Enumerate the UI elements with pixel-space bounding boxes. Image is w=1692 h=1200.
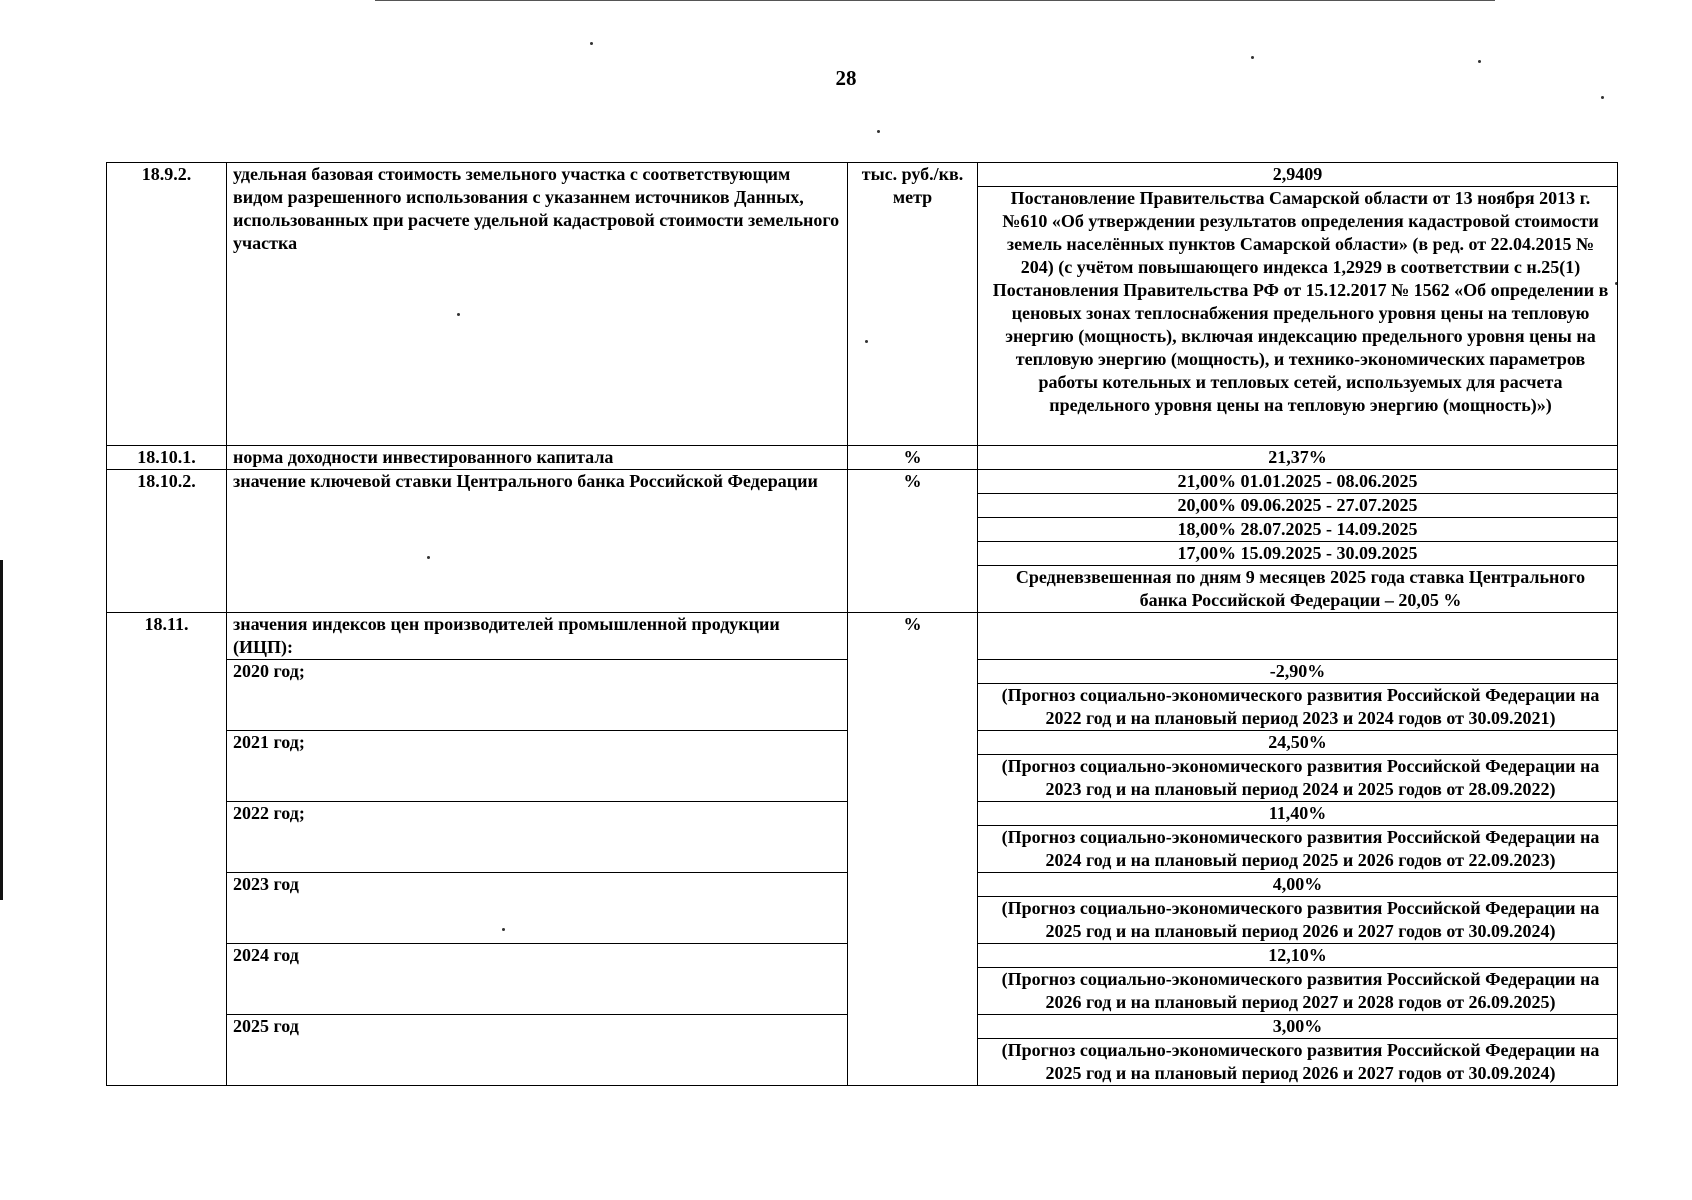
scan-speck	[1478, 60, 1481, 63]
row-value: 21,37%	[978, 446, 1618, 470]
scan-speck	[590, 42, 593, 45]
key-rate-period: 21,00% 01.01.2025 - 08.06.2025	[978, 470, 1618, 494]
row-number: 18.9.2.	[107, 163, 227, 446]
table-row	[107, 163, 1618, 187]
row-unit: %	[848, 470, 978, 613]
scan-speck	[877, 130, 880, 133]
parameters-table	[106, 162, 1618, 1086]
row-number: 18.10.1.	[107, 446, 227, 470]
row-number: 18.10.2.	[107, 470, 227, 613]
index-source: (Прогноз социально-экономического развития Российской Федерации на 2023 год и на плановый период 2024 и 2025 годов от 28.09.2022)	[978, 755, 1618, 802]
row-unit: %	[848, 446, 978, 470]
scan-speck	[1601, 96, 1604, 99]
year-label: 2020 год;	[227, 660, 848, 731]
year-label: 2021 год;	[227, 731, 848, 802]
key-rate-period: 17,00% 15.09.2025 - 30.09.2025	[978, 542, 1618, 566]
row-name: значение ключевой ставки Центрального банка Российской Федерации	[227, 470, 848, 613]
scan-top-line	[375, 0, 1495, 1]
key-rate-period: 20,00% 09.06.2025 - 27.07.2025	[978, 494, 1618, 518]
year-label: 2023 год	[227, 873, 848, 944]
index-value: 3,00%	[978, 1015, 1618, 1039]
index-source: (Прогноз социально-экономического развития Российской Федерации на 2022 год и на плановый период 2023 и 2024 годов от 30.09.2021)	[978, 684, 1618, 731]
index-value: 4,00%	[978, 873, 1618, 897]
year-label: 2025 год	[227, 1015, 848, 1086]
row-value: 2,9409	[978, 163, 1618, 187]
key-rate-average: Средневзвешенная по дням 9 месяцев 2025 года ставка Центрального банка Российской Федерации – 20,05 %	[978, 566, 1618, 613]
row-name: норма доходности инвестированного капитала	[227, 446, 848, 470]
row-source: Постановление Правительства Самарской области от 13 ноября 2013 г. №610 «Об утверждении результатов определения кадастровой стоимости земель населённых пунктов Самарской области» (в ред. от 22.04.2015 № 204) (с учётом повышающего индекса 1,2929 в соответствии с н.25(1) Постановления Правительства РФ от 15.12.2017 № 1562 «Об определении в ценовых зонах теплоснабжения предельного уровня цены на тепловую энергию (мощность), включая индексацию предельного уровня цены на тепловую энергию (мощность), и технико-экономических параметров работы котельных и тепловых сетей, используемых для расчета предельного уровня цены на тепловую энергию (мощность)»)	[978, 187, 1618, 446]
row-name: значения индексов цен производителей промышленной продукции (ИЦП):	[227, 613, 848, 660]
year-label: 2022 год;	[227, 802, 848, 873]
empty-cell	[978, 613, 1618, 660]
scan-speck	[1251, 56, 1254, 59]
table-row	[107, 613, 1618, 660]
index-source: (Прогноз социально-экономического развития Российской Федерации на 2025 год и на плановый период 2026 и 2027 годов от 30.09.2024)	[978, 897, 1618, 944]
row-unit: тыс. руб./кв. метр	[848, 163, 978, 446]
index-source: (Прогноз социально-экономического развития Российской Федерации на 2026 год и на плановый период 2027 и 2028 годов от 26.09.2025)	[978, 968, 1618, 1015]
index-value: 12,10%	[978, 944, 1618, 968]
index-value: -2,90%	[978, 660, 1618, 684]
index-source: (Прогноз социально-экономического развития Российской Федерации на 2024 год и на плановый период 2025 и 2026 годов от 22.09.2023)	[978, 826, 1618, 873]
year-label: 2024 год	[227, 944, 848, 1015]
index-value: 24,50%	[978, 731, 1618, 755]
index-value: 11,40%	[978, 802, 1618, 826]
index-source: (Прогноз социально-экономического развития Российской Федерации на 2025 год и на плановый период 2026 и 2027 годов от 30.09.2024)	[978, 1039, 1618, 1086]
row-number: 18.11.	[107, 613, 227, 1086]
page-number: 28	[835, 66, 857, 90]
row-unit: %	[848, 613, 978, 1086]
table-row	[107, 446, 1618, 470]
key-rate-period: 18,00% 28.07.2025 - 14.09.2025	[978, 518, 1618, 542]
scan-edge-mark	[0, 560, 3, 900]
table-row	[107, 470, 1618, 494]
row-name: удельная базовая стоимость земельного участка с соответствующим видом разрешенного использования с указаннем источников Данных, использованных при расчете удельной кадастровой стоимости земельного участка	[227, 163, 848, 446]
